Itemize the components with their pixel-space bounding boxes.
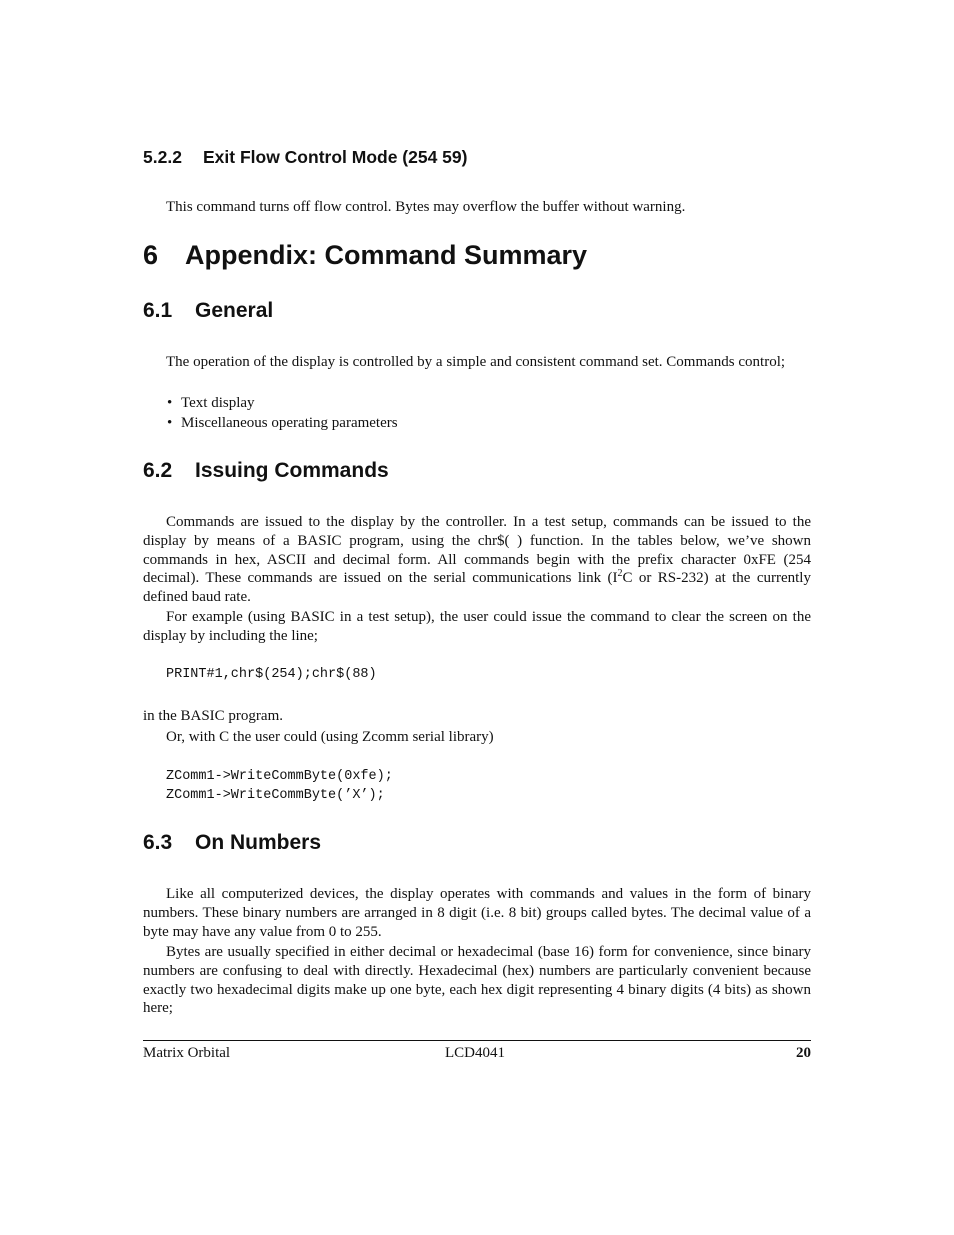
paragraph-numbers: Like all computerized devices, the display operates with commands and values in the form of binary numbers. These binary numbers are arranged in 8 digit (i.e. 8 bit) groups called bytes. The decimal value of a byte may have any value from 0 to 255.	[143, 886, 811, 940]
paragraph-hexadecimal: Bytes are usually specified in either decimal or hexadecimal (base 16) form for convenience, since binary numbers are confusing to deal with directly. Hexadecimal (hex) numbers are particularly convenient because exactly two hexadecimal digits make up one byte, each hex digit representing 4 binary digits (4 bits) as shown here;	[143, 944, 811, 1017]
code-line: ZComm1->WriteCommByte(0xfe);	[166, 769, 393, 784]
section-number: 6	[143, 240, 159, 270]
paragraph-flow-control: This command turns off flow control. Bytes may overflow the buffer without warning.	[166, 199, 686, 215]
bullet-list	[143, 394, 811, 434]
section-number: 6.2	[143, 459, 173, 482]
list-item	[143, 394, 811, 414]
list-item-text: Text display	[181, 395, 255, 411]
section-title: General	[195, 299, 274, 322]
section-title: Appendix: Command Summary	[185, 240, 588, 270]
bullet-icon: •	[167, 415, 173, 431]
section-6-3-heading	[143, 831, 321, 855]
superscript: 2	[617, 568, 623, 580]
paragraph-basic-program: in the BASIC program.	[143, 708, 283, 724]
paragraph-text: Commands are issued to the display by the controller. In a test setup, commands can be issued to the display by means of a BASIC program, using the chr$( ) function. In the tables below, we’ve shown commands in hex, ASCII and decimal form. All commands begin with the prefix character 0xFE (254 decimal). These commands are issued on the serial communications link (I	[143, 514, 811, 587]
section-title: Issuing Commands	[195, 459, 389, 482]
footer-company: Matrix Orbital	[143, 1045, 231, 1061]
section-title: On Numbers	[195, 831, 322, 854]
bullet-icon: •	[167, 395, 173, 411]
footer-model: LCD4041	[445, 1045, 505, 1061]
section-5-2-2-heading	[143, 147, 467, 168]
paragraph-general: The operation of the display is controlled by a simple and consistent command set. Commands control;	[166, 354, 786, 370]
section-6-heading	[143, 240, 587, 271]
section-title: Exit Flow Control Mode (254 59)	[203, 147, 468, 167]
footer-page-number: 20	[796, 1045, 811, 1061]
section-6-1-heading	[143, 299, 273, 323]
section-number: 6.3	[143, 831, 173, 854]
list-item	[143, 414, 811, 434]
section-number: 5.2.2	[143, 147, 182, 167]
section-number: 6.1	[143, 299, 173, 322]
code-c-block	[143, 769, 393, 807]
code-line: ZComm1->WriteCommByte(’X’);	[166, 788, 385, 803]
code-basic: PRINT#1,chr$(254);chr$(88)	[166, 667, 377, 682]
paragraph-basic-example: For example (using BASIC in a test setup), the user could issue the command to clear the screen on the display by including the line;	[143, 609, 811, 644]
paragraph-issuing-commands	[143, 513, 811, 607]
section-6-2-heading	[143, 459, 389, 483]
document-page	[143, 0, 811, 1235]
list-item-text: Miscellaneous operating parameters	[181, 415, 398, 431]
paragraph-c-example: Or, with C the user could (using Zcomm serial library)	[166, 729, 494, 745]
paragraph-text: C or RS-232) at the currently defined baud rate.	[143, 570, 811, 606]
footer-rule	[143, 1040, 811, 1041]
